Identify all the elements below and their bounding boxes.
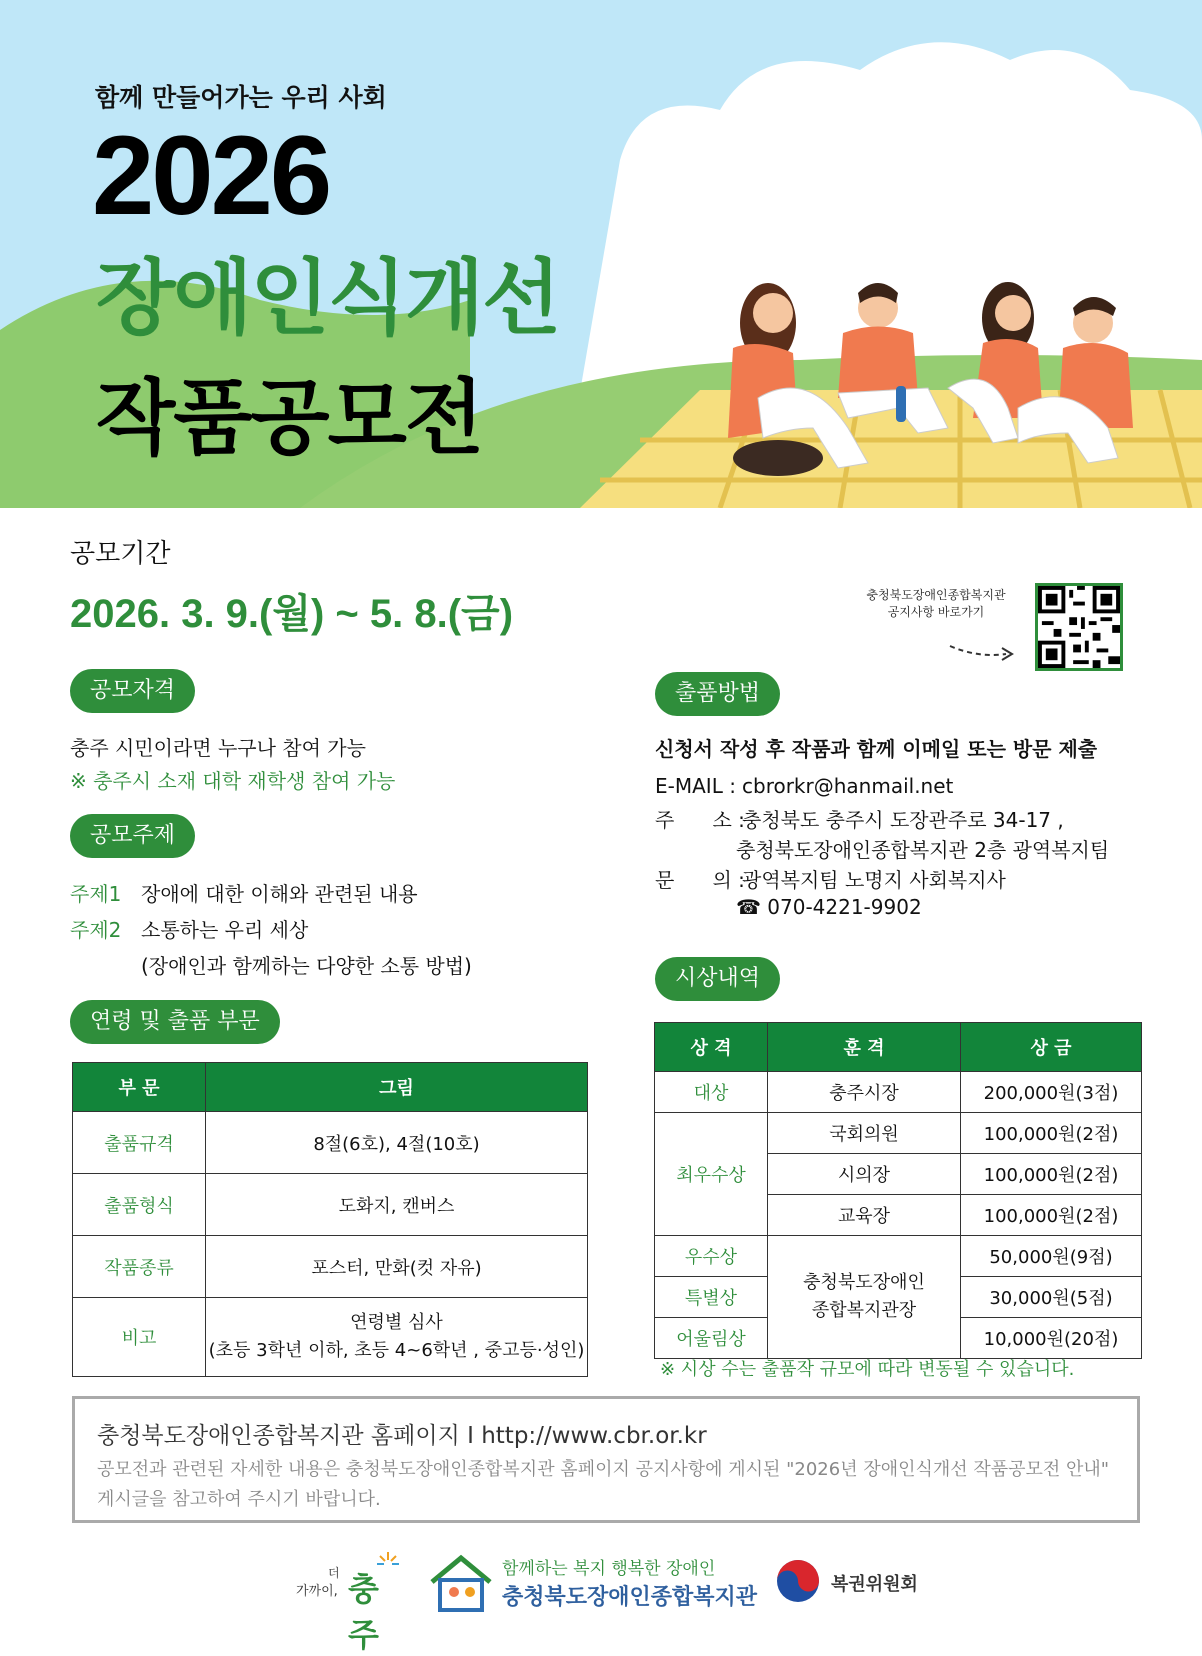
- qr-code[interactable]: [1035, 583, 1123, 671]
- category-table: [72, 1062, 588, 1377]
- hero-title-line1: 장애인식개선: [96, 251, 560, 346]
- awards-heading: 시상내역: [655, 957, 780, 1001]
- table-row: [73, 1112, 588, 1174]
- awards-table-header: [655, 1023, 1142, 1072]
- category-remark-line1: 연령별 심사: [350, 1312, 443, 1333]
- homepage-link[interactable]: 충청북도장애인종합복지관 홈페이지 I http://www.cbr.or.kr: [97, 1423, 707, 1449]
- award-prize: 100,000원(2점): [961, 1195, 1142, 1236]
- category-row-value: 포스터, 만화(컷 자유): [206, 1236, 588, 1298]
- hero-subtitle: 함께 만들어가는 우리 사회: [95, 83, 387, 112]
- taegeuk-icon: [775, 1558, 821, 1604]
- table-row: [655, 1236, 1142, 1277]
- award-prize: 100,000원(2점): [961, 1113, 1142, 1154]
- eligibility-heading: 공모자격: [70, 669, 195, 713]
- award-prize: 30,000원(5점): [961, 1277, 1142, 1318]
- award-grade: 대상: [655, 1072, 768, 1113]
- awards-header-giver: 훈 격: [768, 1023, 961, 1072]
- chungju-logo-small: 가까이,: [296, 1584, 338, 1599]
- lottery-committee-logo: [775, 1550, 935, 1620]
- awards-header-grade: 상 격: [655, 1023, 768, 1072]
- submission-heading: 출품방법: [655, 672, 780, 716]
- category-row-label: 작품종류: [73, 1236, 206, 1298]
- house-icon: [428, 1554, 494, 1614]
- address-line2: 충청북도장애인종합복지관 2층 광역복지팀: [736, 838, 1110, 862]
- info-box: [72, 1396, 1140, 1523]
- award-giver: [768, 1236, 961, 1359]
- hero-year: 2026: [92, 113, 330, 238]
- award-grade: 어울림상: [655, 1318, 768, 1359]
- theme-tag-1: 주제1: [70, 882, 122, 906]
- info-body: 공모전과 관련된 자세한 내용은 충청북도장애인종합복지관 홈페이지 공지사항에 게시된 "2026년 장애인식개선 작품공모전 안내" 게시글을 참고하여 주시기 바랍니다.: [97, 1459, 1110, 1510]
- award-prize: 10,000원(20점): [961, 1318, 1142, 1359]
- category-remark-line2: (초등 3학년 이하, 초등 4~6학년 , 중고등·성인): [208, 1340, 585, 1361]
- contact-phone: ☎ 070-4221-9902: [736, 895, 922, 919]
- award-grade: 특별상: [655, 1277, 768, 1318]
- contact-person: 광역복지팀 노명지 사회복지사: [742, 868, 1006, 892]
- table-row: [73, 1236, 588, 1298]
- submission-summary: 신청서 작성 후 작품과 함께 이메일 또는 방문 제출: [655, 737, 1098, 761]
- category-row-label: 출품형식: [73, 1174, 206, 1236]
- lottery-committee-name: 복권위원회: [831, 1574, 918, 1595]
- email-label: E-MAIL :: [655, 774, 736, 798]
- table-row: [655, 1113, 1142, 1154]
- theme-text-1: 장애에 대한 이해와 관련된 내용: [141, 882, 418, 906]
- chungju-logo: [296, 1550, 406, 1654]
- period-value: 2026. 3. 9.(월) ~ 5. 8.(금): [70, 592, 514, 636]
- award-giver: 시의장: [768, 1154, 961, 1195]
- award-giver-line2: 종합복지관장: [811, 1300, 917, 1321]
- hero-banner: [0, 0, 1202, 508]
- address-label: 주 소 :: [655, 808, 745, 832]
- category-header-section: 부 문: [73, 1063, 206, 1112]
- awards-header-prize: 상 금: [961, 1023, 1142, 1072]
- award-prize: 50,000원(9점): [961, 1236, 1142, 1277]
- theme-text-2: 소통하는 우리 세상: [141, 918, 309, 942]
- people-illustration: [718, 268, 1188, 483]
- award-giver: 충주시장: [768, 1072, 961, 1113]
- contact-label: 문 의 :: [655, 868, 745, 892]
- period-label: 공모기간: [70, 539, 171, 569]
- welfare-center-logo: [428, 1550, 758, 1620]
- theme-heading: 공모주제: [70, 814, 195, 858]
- sparkle-icon: [374, 1550, 402, 1570]
- award-giver-line1: 충청북도장애인: [803, 1272, 925, 1293]
- qr-code-icon: [1038, 586, 1120, 668]
- table-row: [73, 1298, 588, 1377]
- qr-caption-line2: 공지사항 바로가기: [887, 605, 985, 619]
- category-table-header: [73, 1063, 588, 1112]
- chungju-logo-main: 충주: [348, 1570, 379, 1654]
- table-row: [655, 1072, 1142, 1113]
- theme-note: (장애인과 함께하는 다양한 소통 방법): [141, 954, 472, 978]
- welfare-center-slogan: 함께하는 복지 행복한 장애인: [502, 1559, 716, 1579]
- category-row-value: 8절(6호), 4절(10호): [206, 1112, 588, 1174]
- category-row-label: 비고: [73, 1298, 206, 1377]
- email-link[interactable]: cbrorkr@hanmail.net: [742, 774, 954, 798]
- hero-title-line2: 작품공모전: [96, 371, 483, 466]
- awards-table: [654, 1022, 1142, 1359]
- award-prize: 100,000원(2점): [961, 1154, 1142, 1195]
- eligibility-line1: 충주 시민이라면 누구나 참여 가능: [70, 736, 366, 760]
- award-giver: 교육장: [768, 1195, 961, 1236]
- welfare-center-name: 충청북도장애인종합복지관: [502, 1585, 758, 1610]
- award-prize: 200,000원(3점): [961, 1072, 1142, 1113]
- category-row-value: 도화지, 캔버스: [206, 1174, 588, 1236]
- qr-caption: [846, 587, 1026, 621]
- eligibility-note: ※ 충주시 소재 대학 재학생 참여 가능: [70, 769, 396, 793]
- qr-caption-line1: 충청북도장애인종합복지관: [866, 588, 1006, 602]
- address-line1: 충청북도 충주시 도장관주로 34-17 ,: [742, 808, 1064, 832]
- theme-tag-2: 주제2: [70, 918, 122, 942]
- category-row-label: 출품규격: [73, 1112, 206, 1174]
- chungju-logo-top: 더: [328, 1566, 340, 1580]
- award-grade: 우수상: [655, 1236, 768, 1277]
- category-heading: 연령 및 출품 부문: [70, 1000, 280, 1044]
- category-header-drawing: 그림: [206, 1063, 588, 1112]
- category-row-value: [206, 1298, 588, 1377]
- table-row: [73, 1174, 588, 1236]
- award-grade: 최우수상: [655, 1113, 768, 1236]
- dashed-arrow-icon: [948, 640, 1018, 664]
- awards-note: ※ 시상 수는 출품작 규모에 따라 변동될 수 있습니다.: [660, 1359, 1075, 1380]
- award-giver: 국회의원: [768, 1113, 961, 1154]
